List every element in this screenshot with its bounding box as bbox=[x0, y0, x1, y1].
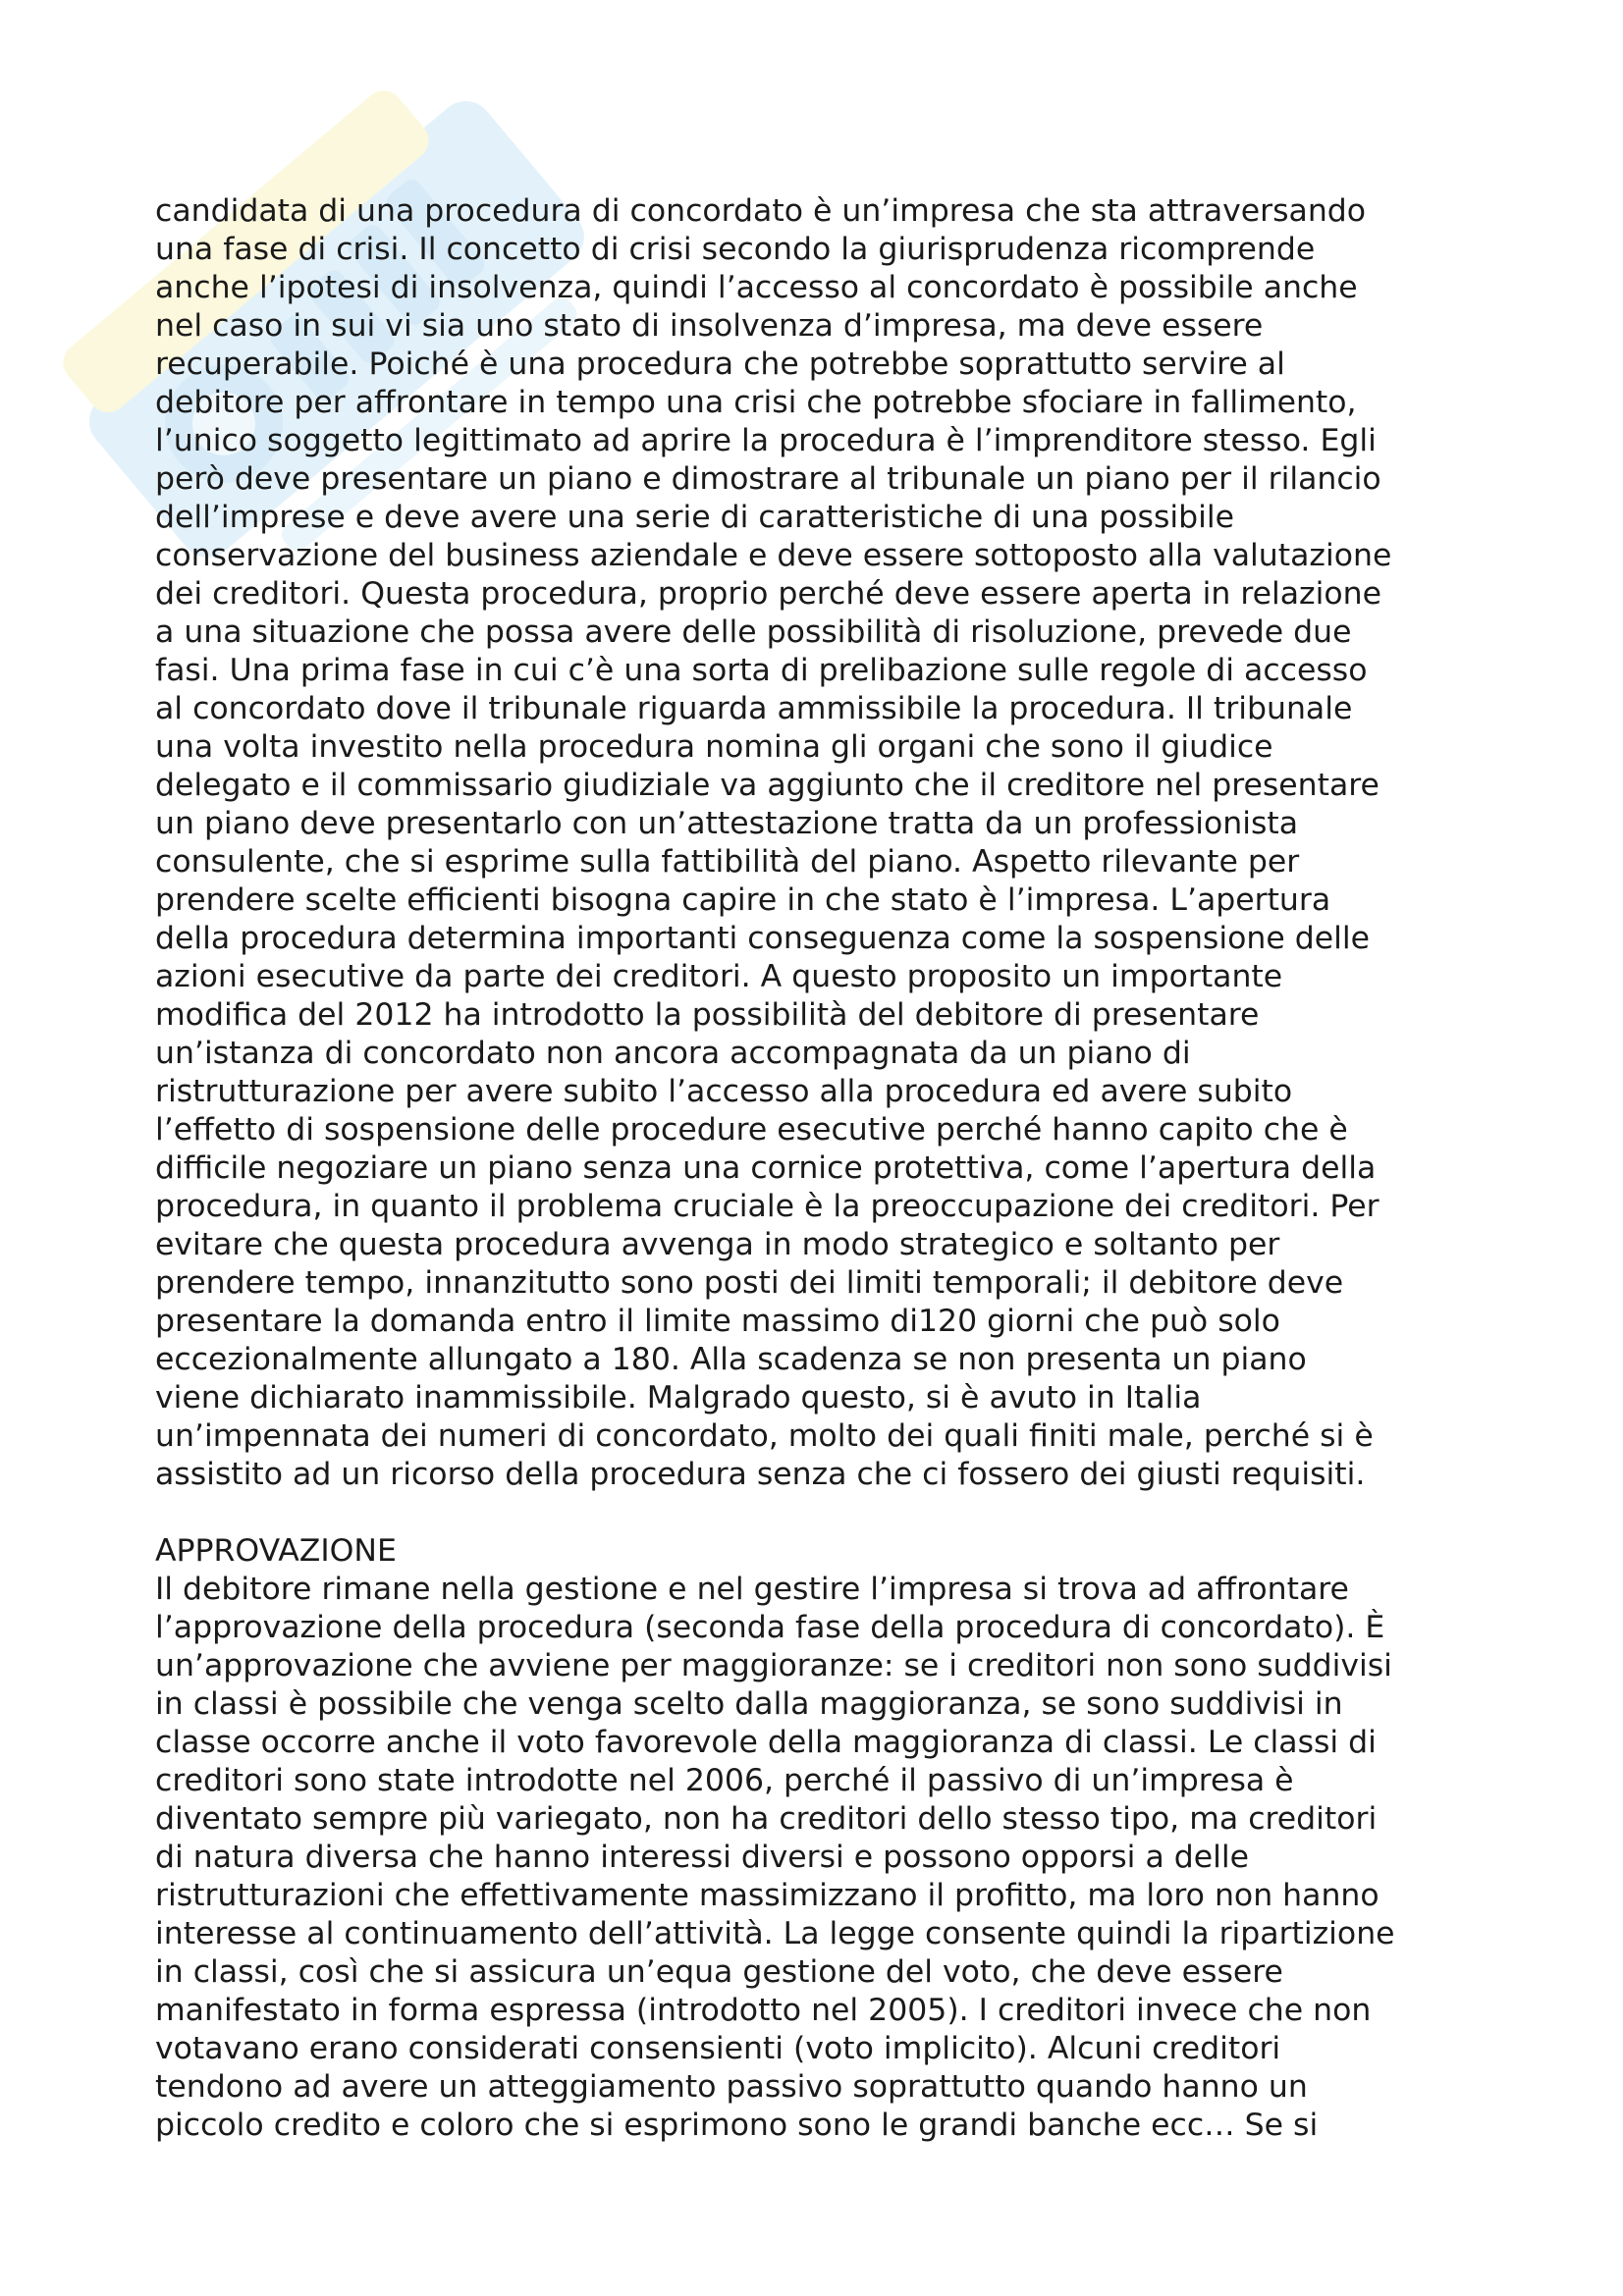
text-line: di natura diversa che hanno interessi diversi e possono opporsi a delle bbox=[155, 1840, 1250, 1875]
text-line: nel caso in sui vi sia uno stato di insolvenza d’impresa, ma deve essere bbox=[155, 308, 1264, 344]
text-line: tendono ad avere un atteggiamento passivo soprattutto quando hanno un bbox=[155, 2069, 1308, 2105]
text-line: creditori sono state introdotte nel 2006, perché il passivo di un’impresa è bbox=[155, 1763, 1294, 1798]
text-line: della procedura determina importanti conseguenza come la sospensione delle bbox=[155, 921, 1370, 956]
text-line: consulente, che si esprime sulla fattibilità del piano. Aspetto rilevante per bbox=[155, 844, 1300, 880]
text-line: delegato e il commissario giudiziale va aggiunto che il creditore nel presentare bbox=[155, 768, 1380, 803]
text-line: in classi, così che si assicura un’equa gestione del voto, che deve essere bbox=[155, 1954, 1283, 1990]
text-line: Il debitore rimane nella gestione e nel gestire l’impresa si trova ad affrontare bbox=[155, 1572, 1349, 1607]
text-line: l’effetto di sospensione delle procedure esecutive perché hanno capito che è bbox=[155, 1112, 1348, 1148]
text-line: in classi è possibile che venga scelto dalla maggioranza, se sono suddivisi in bbox=[155, 1686, 1343, 1722]
text-line: al concordato dove il tribunale riguarda ammissibile la procedura. Il tribunale bbox=[155, 691, 1353, 726]
text-line: conservazione del business aziendale e deve essere sottoposto alla valutazione bbox=[155, 538, 1392, 573]
text-line: viene dichiarato inammissibile. Malgrado questo, si è avuto in Italia bbox=[155, 1380, 1202, 1415]
text-line: l’unico soggetto legittimato ad aprire la procedura è l’imprenditore stesso. Egli bbox=[155, 423, 1377, 458]
text-line: un’approvazione che avviene per maggioranze: se i creditori non sono suddivisi bbox=[155, 1648, 1392, 1683]
text-line: ristrutturazione per avere subito l’accesso alla procedura ed avere subito bbox=[155, 1074, 1293, 1109]
text-line: ristrutturazioni che effettivamente massimizzano il profitto, ma loro non hanno bbox=[155, 1878, 1380, 1913]
text-line: prendere scelte efficienti bisogna capire in che stato è l’impresa. L’apertura bbox=[155, 882, 1331, 918]
text-line: a una situazione che possa avere delle possibilità di risoluzione, prevede due bbox=[155, 614, 1352, 650]
text-line: votavano erano considerati consensienti (voto implicito). Alcuni creditori bbox=[155, 2031, 1281, 2066]
text-line: presentare la domanda entro il limite massimo di120 giorni che può solo bbox=[155, 1304, 1280, 1339]
text-line: assistito ad un ricorso della procedura senza che ci fossero dei giusti requisiti. bbox=[155, 1457, 1366, 1492]
document-body bbox=[155, 192, 1490, 2145]
text-line: dell’imprese e deve avere una serie di caratteristiche di una possibile bbox=[155, 500, 1235, 535]
paragraph-approvazione bbox=[155, 1571, 1490, 2145]
text-line: una fase di crisi. Il concetto di crisi secondo la giurisprudenza ricomprende bbox=[155, 232, 1316, 267]
text-line: procedura, in quanto il problema cruciale è la preoccupazione dei creditori. Per bbox=[155, 1189, 1380, 1224]
text-line: piccolo credito e coloro che si esprimono sono le grandi banche ecc… Se si bbox=[155, 2108, 1319, 2143]
text-line: manifestato in forma espressa (introdotto nel 2005). I creditori invece che non bbox=[155, 1993, 1372, 2028]
text-line: prendere tempo, innanzitutto sono posti dei limiti temporali; il debitore deve bbox=[155, 1265, 1344, 1301]
text-line: candidata di una procedura di concordato è un’impresa che sta attraversando bbox=[155, 193, 1367, 229]
text-line: dei creditori. Questa procedura, proprio perché deve essere aperta in relazione bbox=[155, 576, 1381, 612]
text-line: una volta investito nella procedura nomina gli organi che sono il giudice bbox=[155, 729, 1273, 765]
text-line: diventato sempre più variegato, non ha creditori dello stesso tipo, ma creditori bbox=[155, 1801, 1378, 1837]
text-line: interesse al continuamento dell’attività. La legge consente quindi la ripartizione bbox=[155, 1916, 1395, 1951]
text-line: difficile negoziare un piano senza una cornice protettiva, come l’apertura della bbox=[155, 1150, 1377, 1186]
text-line: un piano deve presentarlo con un’attestazione tratta da un professionista bbox=[155, 806, 1299, 841]
text-line: eccezionalmente allungato a 180. Alla scadenza se non presenta un piano bbox=[155, 1342, 1307, 1377]
text-line: classe occorre anche il voto favorevole della maggioranza di classi. Le classi di bbox=[155, 1725, 1377, 1760]
text-line: azioni esecutive da parte dei creditori. A questo proposito un importante bbox=[155, 959, 1283, 994]
text-line: debitore per affrontare in tempo una crisi che potrebbe sfociare in fallimento, bbox=[155, 385, 1357, 420]
text-line: un’istanza di concordato non ancora accompagnata da un piano di bbox=[155, 1036, 1191, 1071]
section-heading-approvazione: APPROVAZIONE bbox=[155, 1533, 397, 1569]
text-line: modifica del 2012 ha introdotto la possibilità del debitore di presentare bbox=[155, 997, 1260, 1033]
text-line: evitare che questa procedura avvenga in modo strategico e soltanto per bbox=[155, 1227, 1280, 1262]
text-line: l’approvazione della procedura (seconda fase della procedura di concordato). È bbox=[155, 1610, 1385, 1645]
paragraph-concordato-intro bbox=[155, 192, 1490, 1494]
text-line: un’impennata dei numeri di concordato, molto dei quali finiti male, perché si è bbox=[155, 1418, 1374, 1454]
text-line: anche l’ipotesi di insolvenza, quindi l’accesso al concordato è possibile anche bbox=[155, 270, 1358, 305]
text-line: però deve presentare un piano e dimostrare al tribunale un piano per il rilancio bbox=[155, 461, 1381, 497]
text-line: recuperabile. Poiché è una procedura che potrebbe soprattutto servire al bbox=[155, 347, 1285, 382]
text-line: fasi. Una prima fase in cui c’è una sorta di prelibazione sulle regole di accesso bbox=[155, 653, 1368, 688]
